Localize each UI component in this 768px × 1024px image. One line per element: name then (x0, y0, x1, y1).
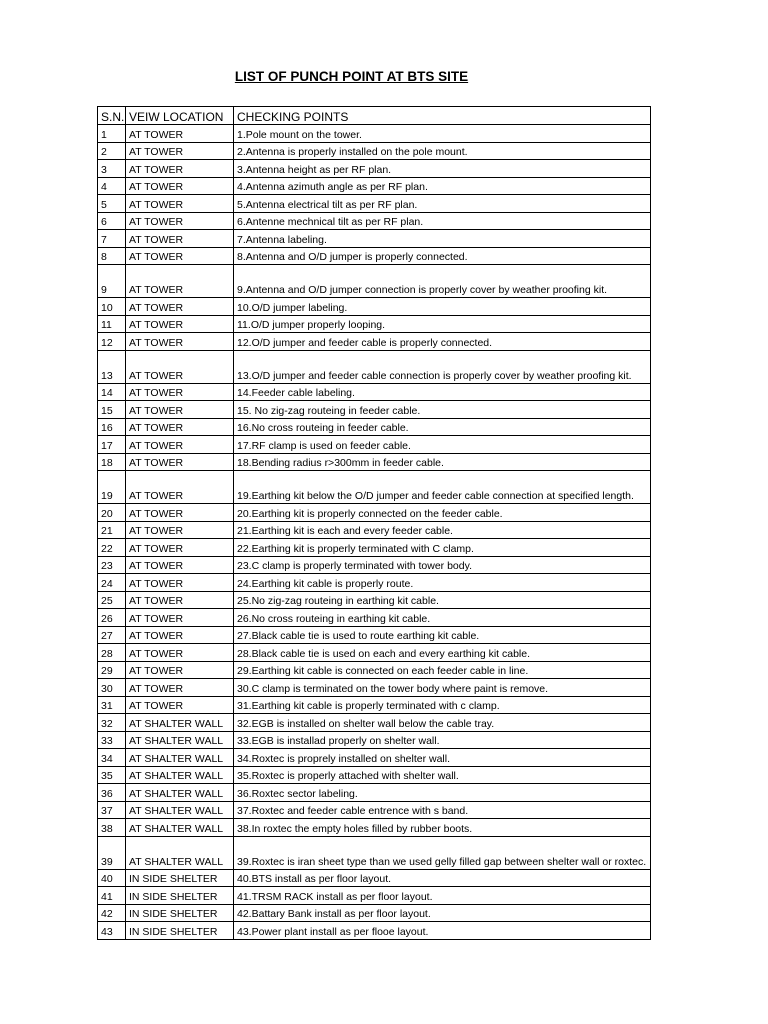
row-checking-point-cell: 14.Feeder cable labeling. (234, 383, 651, 401)
row-checking-point-cell: 31.Earthing kit cable is properly terminated with c clamp. (234, 696, 651, 714)
row-checking-point-cell: 16.No cross routeing in feeder cable. (234, 418, 651, 436)
row-checking-point-cell: 11.O/D jumper properly looping. (234, 315, 651, 333)
row-checking-point-cell: 5.Antenna electrical tilt as per RF plan. (234, 195, 651, 213)
table-row (98, 869, 651, 887)
row-sn-cell: 2 (98, 142, 126, 160)
row-location-cell: AT TOWER (126, 350, 234, 383)
title-text: LIST OF PUNCH POINT AT BTS SITE (234, 69, 469, 84)
table-row (98, 887, 651, 905)
row-location-cell: AT TOWER (126, 177, 234, 195)
row-checking-point-cell: 25.No zig-zag routeing in earthing kit cable. (234, 591, 651, 609)
row-checking-point-cell: 3.Antenna height as per RF plan. (234, 160, 651, 178)
table-row (98, 125, 651, 143)
page-title (0, 69, 768, 84)
row-checking-point-cell: 35.Roxtec is properly attached with shelter wall. (234, 766, 651, 784)
row-location-cell: AT TOWER (126, 418, 234, 436)
row-sn-cell: 19 (98, 471, 126, 504)
row-location-cell: AT SHALTER WALL (126, 801, 234, 819)
row-checking-point-cell: 4.Antenna azimuth angle as per RF plan. (234, 177, 651, 195)
row-sn-cell: 9 (98, 265, 126, 298)
row-checking-point-cell: 8.Antenna and O/D jumper is properly connected. (234, 247, 651, 265)
row-sn-cell: 31 (98, 696, 126, 714)
table-row (98, 801, 651, 819)
row-checking-point-cell: 2.Antenna is properly installed on the pole mount. (234, 142, 651, 160)
row-location-cell: AT TOWER (126, 265, 234, 298)
row-checking-point-cell: 13.O/D jumper and feeder cable connection is properly cover by weather proofing kit. (234, 350, 651, 383)
row-checking-point-cell: 38.In roxtec the empty holes filled by rubber boots. (234, 819, 651, 837)
table-row (98, 696, 651, 714)
row-location-cell: IN SIDE SHELTER (126, 904, 234, 922)
row-checking-point-cell: 32.EGB is installed on shelter wall below the cable tray. (234, 714, 651, 732)
row-sn-cell: 36 (98, 784, 126, 802)
table-body (98, 125, 651, 940)
row-sn-cell: 12 (98, 333, 126, 351)
table-row (98, 315, 651, 333)
row-sn-cell: 16 (98, 418, 126, 436)
row-sn-cell: 21 (98, 521, 126, 539)
row-checking-point-cell: 28.Black cable tie is used on each and every earthing kit cable. (234, 644, 651, 662)
row-checking-point-cell: 1.Pole mount on the tower. (234, 125, 651, 143)
row-checking-point-cell: 33.EGB is installad properly on shelter wall. (234, 731, 651, 749)
table-row (98, 212, 651, 230)
row-location-cell: AT TOWER (126, 504, 234, 522)
row-location-cell: AT SHALTER WALL (126, 731, 234, 749)
row-sn-cell: 24 (98, 574, 126, 592)
row-checking-point-cell: 22.Earthing kit is properly terminated with C clamp. (234, 539, 651, 557)
row-location-cell: AT TOWER (126, 661, 234, 679)
row-checking-point-cell: 10.O/D jumper labeling. (234, 298, 651, 316)
row-checking-point-cell: 12.O/D jumper and feeder cable is properly connected. (234, 333, 651, 351)
punch-point-table (97, 106, 651, 940)
row-sn-cell: 7 (98, 230, 126, 248)
row-location-cell: IN SIDE SHELTER (126, 887, 234, 905)
row-location-cell: AT TOWER (126, 574, 234, 592)
row-sn-cell: 32 (98, 714, 126, 732)
row-location-cell: AT TOWER (126, 556, 234, 574)
row-sn-cell: 27 (98, 626, 126, 644)
row-location-cell: AT SHALTER WALL (126, 784, 234, 802)
row-location-cell: AT TOWER (126, 315, 234, 333)
row-sn-cell: 15 (98, 401, 126, 419)
row-checking-point-cell: 29.Earthing kit cable is connected on each feeder cable in line. (234, 661, 651, 679)
row-location-cell: AT SHALTER WALL (126, 714, 234, 732)
table-row (98, 142, 651, 160)
row-sn-cell: 11 (98, 315, 126, 333)
row-location-cell: AT TOWER (126, 383, 234, 401)
row-sn-cell: 43 (98, 922, 126, 940)
row-sn-cell: 20 (98, 504, 126, 522)
row-checking-point-cell: 9.Antenna and O/D jumper connection is properly cover by weather proofing kit. (234, 265, 651, 298)
row-location-cell: AT TOWER (126, 436, 234, 454)
table-row (98, 766, 651, 784)
table-row (98, 922, 651, 940)
row-sn-cell: 5 (98, 195, 126, 213)
row-sn-cell: 30 (98, 679, 126, 697)
row-sn-cell: 22 (98, 539, 126, 557)
table-row (98, 333, 651, 351)
row-location-cell: AT TOWER (126, 125, 234, 143)
row-location-cell: AT TOWER (126, 212, 234, 230)
row-checking-point-cell: 30.C clamp is terminated on the tower body where paint is remove. (234, 679, 651, 697)
column-header-checking-points: CHECKING POINTS (234, 107, 651, 125)
row-sn-cell: 26 (98, 609, 126, 627)
table-row (98, 298, 651, 316)
row-checking-point-cell: 37.Roxtec and feeder cable entrence with s band. (234, 801, 651, 819)
row-location-cell: AT TOWER (126, 626, 234, 644)
row-checking-point-cell: 36.Roxtec sector labeling. (234, 784, 651, 802)
row-location-cell: AT TOWER (126, 401, 234, 419)
table-row (98, 265, 651, 298)
row-sn-cell: 39 (98, 836, 126, 869)
row-checking-point-cell: 42.Battary Bank install as per floor layout. (234, 904, 651, 922)
table-row (98, 177, 651, 195)
row-sn-cell: 37 (98, 801, 126, 819)
row-location-cell: IN SIDE SHELTER (126, 922, 234, 940)
row-checking-point-cell: 40.BTS install as per floor layout. (234, 869, 651, 887)
table-row (98, 836, 651, 869)
table-row (98, 383, 651, 401)
row-sn-cell: 33 (98, 731, 126, 749)
row-location-cell: AT TOWER (126, 696, 234, 714)
row-sn-cell: 13 (98, 350, 126, 383)
table-row (98, 471, 651, 504)
row-sn-cell: 25 (98, 591, 126, 609)
table-row (98, 436, 651, 454)
row-location-cell: AT TOWER (126, 298, 234, 316)
row-location-cell: AT SHALTER WALL (126, 749, 234, 767)
row-sn-cell: 41 (98, 887, 126, 905)
table-row (98, 453, 651, 471)
row-checking-point-cell: 39.Roxtec is iran sheet type than we used gelly filled gap between shelter wall or roxtec. (234, 836, 651, 869)
table-row (98, 350, 651, 383)
table-row (98, 784, 651, 802)
table-row (98, 819, 651, 837)
row-location-cell: AT TOWER (126, 609, 234, 627)
row-checking-point-cell: 7.Antenna labeling. (234, 230, 651, 248)
row-sn-cell: 34 (98, 749, 126, 767)
row-location-cell: AT TOWER (126, 591, 234, 609)
row-checking-point-cell: 20.Earthing kit is properly connected on the feeder cable. (234, 504, 651, 522)
table-row (98, 160, 651, 178)
row-location-cell: AT SHALTER WALL (126, 836, 234, 869)
row-sn-cell: 1 (98, 125, 126, 143)
table-row (98, 714, 651, 732)
row-location-cell: AT TOWER (126, 195, 234, 213)
row-location-cell: AT TOWER (126, 142, 234, 160)
row-sn-cell: 42 (98, 904, 126, 922)
row-sn-cell: 38 (98, 819, 126, 837)
table-row (98, 418, 651, 436)
table-row (98, 591, 651, 609)
row-sn-cell: 40 (98, 869, 126, 887)
row-checking-point-cell: 41.TRSM RACK install as per floor layout. (234, 887, 651, 905)
table-row (98, 661, 651, 679)
row-location-cell: AT TOWER (126, 453, 234, 471)
row-sn-cell: 6 (98, 212, 126, 230)
table-header-row (98, 107, 651, 125)
row-sn-cell: 14 (98, 383, 126, 401)
row-location-cell: AT TOWER (126, 679, 234, 697)
row-sn-cell: 4 (98, 177, 126, 195)
row-location-cell: AT TOWER (126, 247, 234, 265)
row-location-cell: AT SHALTER WALL (126, 819, 234, 837)
table-row (98, 556, 651, 574)
row-location-cell: AT TOWER (126, 333, 234, 351)
row-checking-point-cell: 15. No zig-zag routeing in feeder cable. (234, 401, 651, 419)
table-row (98, 574, 651, 592)
row-sn-cell: 29 (98, 661, 126, 679)
row-checking-point-cell: 24.Earthing kit cable is properly route. (234, 574, 651, 592)
column-header-sn: S.N. (98, 107, 126, 125)
row-location-cell: AT TOWER (126, 160, 234, 178)
table-row (98, 247, 651, 265)
row-checking-point-cell: 21.Earthing kit is each and every feeder cable. (234, 521, 651, 539)
row-location-cell: AT TOWER (126, 539, 234, 557)
row-checking-point-cell: 27.Black cable tie is used to route earthing kit cable. (234, 626, 651, 644)
table-row (98, 904, 651, 922)
table-row (98, 644, 651, 662)
row-checking-point-cell: 18.Bending radius r>300mm in feeder cable. (234, 453, 651, 471)
table-row (98, 749, 651, 767)
table-row (98, 401, 651, 419)
row-checking-point-cell: 26.No cross routeing in earthing kit cable. (234, 609, 651, 627)
row-location-cell: AT SHALTER WALL (126, 766, 234, 784)
row-checking-point-cell: 6.Antenne mechnical tilt as per RF plan. (234, 212, 651, 230)
table-row (98, 609, 651, 627)
row-checking-point-cell: 34.Roxtec is proprely installed on shelter wall. (234, 749, 651, 767)
row-sn-cell: 18 (98, 453, 126, 471)
table-row (98, 679, 651, 697)
row-checking-point-cell: 19.Earthing kit below the O/D jumper and feeder cable connection at specified length. (234, 471, 651, 504)
table-row (98, 195, 651, 213)
row-sn-cell: 10 (98, 298, 126, 316)
row-location-cell: AT TOWER (126, 230, 234, 248)
row-checking-point-cell: 43.Power plant install as per flooe layout. (234, 922, 651, 940)
table-row (98, 521, 651, 539)
row-sn-cell: 17 (98, 436, 126, 454)
row-location-cell: AT TOWER (126, 471, 234, 504)
row-checking-point-cell: 17.RF clamp is used on feeder cable. (234, 436, 651, 454)
row-checking-point-cell: 23.C clamp is properly terminated with tower body. (234, 556, 651, 574)
table-row (98, 731, 651, 749)
table-row (98, 504, 651, 522)
table-row (98, 626, 651, 644)
table-row (98, 230, 651, 248)
row-location-cell: AT TOWER (126, 644, 234, 662)
row-sn-cell: 35 (98, 766, 126, 784)
row-sn-cell: 3 (98, 160, 126, 178)
row-sn-cell: 28 (98, 644, 126, 662)
row-location-cell: IN SIDE SHELTER (126, 869, 234, 887)
column-header-location: VEIW LOCATION (126, 107, 234, 125)
table-row (98, 539, 651, 557)
row-sn-cell: 23 (98, 556, 126, 574)
row-location-cell: AT TOWER (126, 521, 234, 539)
row-sn-cell: 8 (98, 247, 126, 265)
